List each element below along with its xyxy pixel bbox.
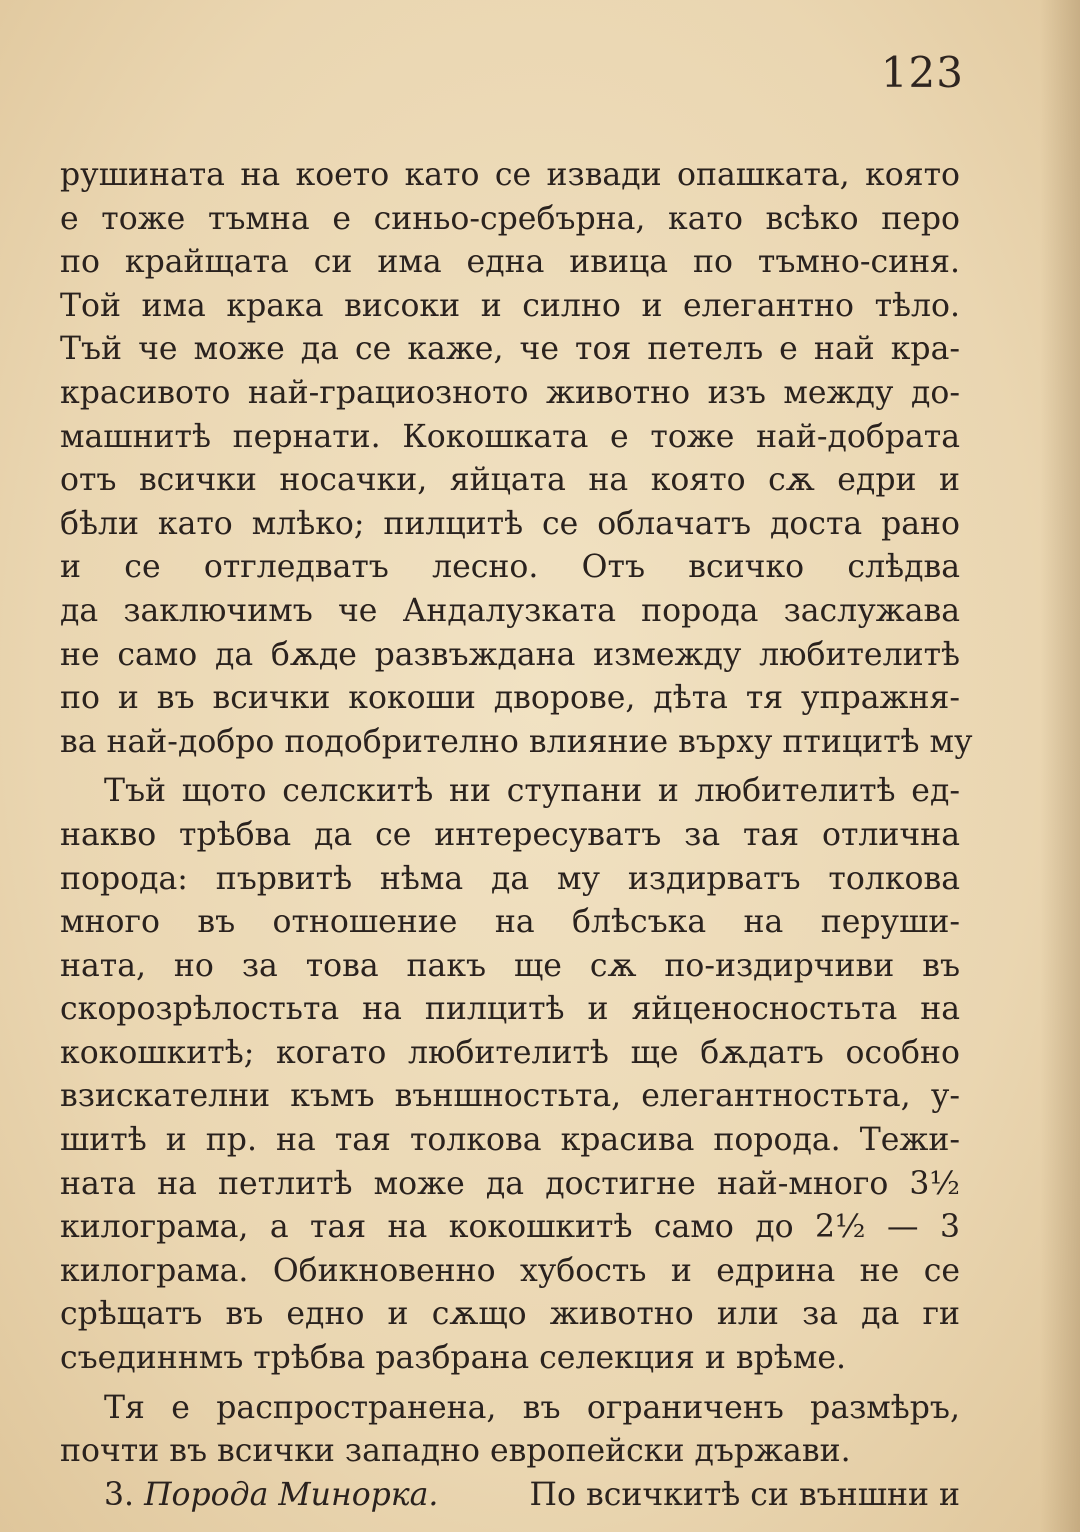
- text-line: и се отгледватъ лесно. Отъ всичко слѣдва: [60, 549, 960, 586]
- text-line: съединнмъ трѣбва разбрана селекция и врѣме.: [60, 1340, 846, 1377]
- text-line: машнитѣ пернати. Кокошката е тоже най-добрата: [60, 418, 960, 455]
- paragraph: [60, 154, 973, 764]
- text-line: порода: първитѣ нѣма да му издирватъ толкова: [60, 860, 960, 897]
- paragraph: [60, 1387, 960, 1474]
- text-line: взискателни къмъ външностьта, елегантностьта, у-: [60, 1078, 960, 1115]
- section-heading-lead: [104, 1474, 438, 1518]
- text-line: красивото най-грациозното животно изъ между до-: [60, 374, 960, 411]
- text-line: да заключимъ че Андалузката порода заслужава: [60, 592, 960, 629]
- section-heading: [60, 1474, 960, 1518]
- text-line: Тъй че може да се каже, че тоя петелъ е най кра-: [60, 331, 960, 368]
- text-line: ва най-добро подобрително влияние върху птицитѣ му: [60, 723, 973, 760]
- page-edge-shadow: [1040, 0, 1080, 1532]
- text-line: отъ всички носачки, яйцата на която сѫ едри и: [60, 462, 960, 499]
- text-line: не само да бѫде развъждана измежду любителитѣ: [60, 636, 960, 673]
- text-line: килограма. Обикновенно хубость и едрина не се: [60, 1252, 960, 1289]
- text-line: кокошкитѣ; когато любителитѣ ще бѫдатъ особно: [60, 1034, 960, 1071]
- text-line: скорозрѣлостьта на пилцитѣ и яйценосностьта на: [60, 991, 960, 1028]
- text-line: ната на петлитѣ може да достигне най-много 3½: [60, 1165, 960, 1202]
- text-line: бѣли като млѣко; пилцитѣ се облачатъ доста рано: [60, 505, 960, 542]
- section-title: Порода Минорка.: [144, 1476, 439, 1513]
- text-line: по и въ всички кокоши дворове, дѣта тя упражня-: [60, 680, 960, 717]
- text-line: ната, но за това пакъ ще сѫ по-издирчиви въ: [60, 947, 960, 984]
- text-line: Тя е распространена, въ ограниченъ размѣръ,: [104, 1389, 960, 1426]
- section-heading-rest: По всичкитѣ си външни и: [529, 1476, 960, 1513]
- page-number: 123: [880, 48, 964, 97]
- text-line: шитѣ и пр. на тая толкова красива порода. Тежи-: [60, 1122, 960, 1159]
- paragraph: [60, 770, 960, 1380]
- section-number: 3.: [104, 1476, 135, 1513]
- text-line: килограма, а тая на кокошкитѣ само до 2½ — 3: [60, 1209, 960, 1246]
- text-line: Той има крака високи и силно и елегантно тѣло.: [60, 287, 960, 324]
- body-text: [60, 154, 973, 1517]
- text-line: Тъй щото селскитѣ ни ступани и любителитѣ ед-: [104, 773, 960, 810]
- text-line: много въ отношение на блѣсъка на перуши-: [60, 904, 960, 941]
- text-line: по крайщата си има една ивица по тъмно-синя.: [60, 244, 960, 281]
- text-line: почти въ всички западно европейски държави.: [60, 1433, 851, 1470]
- text-line: рушината на което като се извади опашката, която: [60, 157, 960, 193]
- text-line: срѣщатъ въ едно и сѫщо животно или за да ги: [60, 1296, 960, 1333]
- text-line: е тоже тъмна е синьо-сребърна, като всѣко перо: [60, 200, 960, 237]
- text-line: накво трѣбва да се интересуватъ за тая отлична: [60, 816, 960, 853]
